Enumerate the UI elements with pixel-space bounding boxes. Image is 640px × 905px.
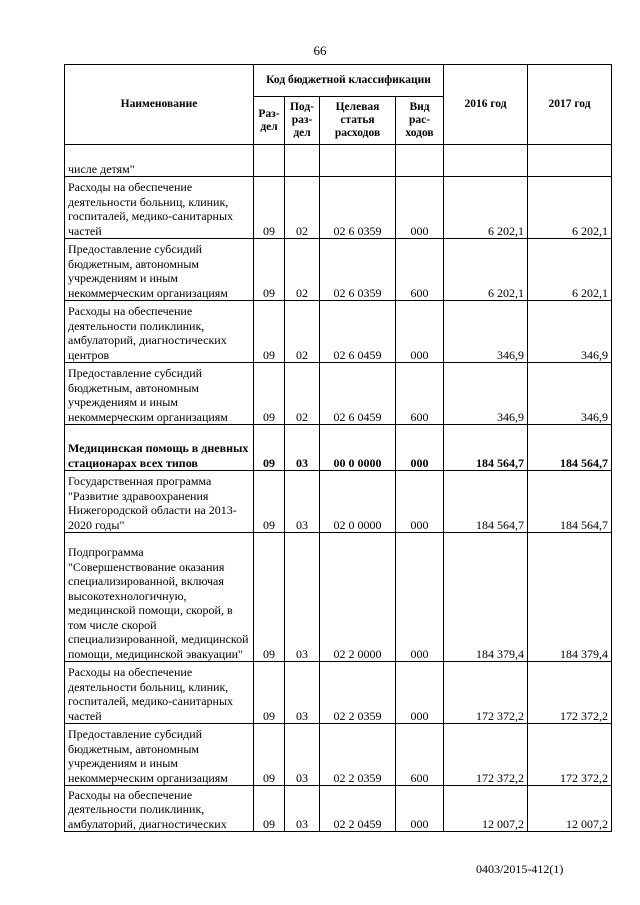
row-amount-2017: 184 564,7 bbox=[528, 471, 612, 533]
row-vid bbox=[396, 145, 444, 177]
row-razdel: 09 bbox=[254, 533, 285, 662]
row-target: 00 0 0000 bbox=[320, 425, 396, 471]
row-target: 02 6 0459 bbox=[320, 363, 396, 425]
header-podrazdel: Под- раз- дел bbox=[285, 97, 320, 145]
header-name: Наименование bbox=[65, 65, 254, 145]
header-target: Целевая статья расходов bbox=[320, 97, 396, 145]
row-name: Расходы на обеспечение деятельности поликлиник, амбулаторий, диагностических центров bbox=[65, 301, 254, 363]
row-podrazdel: 03 bbox=[285, 425, 320, 471]
row-podrazdel: 02 bbox=[285, 363, 320, 425]
row-podrazdel: 03 bbox=[285, 786, 320, 832]
page-number: 66 bbox=[313, 43, 327, 58]
row-amount-2016: 172 372,2 bbox=[444, 662, 528, 724]
row-amount-2016: 346,9 bbox=[444, 363, 528, 425]
row-target: 02 2 0459 bbox=[320, 786, 396, 832]
table-row bbox=[65, 363, 612, 425]
row-vid: 000 bbox=[396, 425, 444, 471]
row-podrazdel: 03 bbox=[285, 724, 320, 786]
row-vid: 600 bbox=[396, 724, 444, 786]
row-name: Предоставление субсидий бюджетным, автономным учреждениям и иным некоммерческим организациям bbox=[65, 363, 254, 425]
row-amount-2017: 6 202,1 bbox=[528, 239, 612, 301]
header-2017: 2017 год bbox=[528, 65, 612, 145]
row-vid: 000 bbox=[396, 533, 444, 662]
row-razdel: 09 bbox=[254, 239, 285, 301]
row-amount-2017: 346,9 bbox=[528, 363, 612, 425]
row-name: Государственная программа "Развитие здравоохранения Нижегородской области на 2013-2020 годы" bbox=[65, 471, 254, 533]
row-razdel: 09 bbox=[254, 724, 285, 786]
row-vid: 000 bbox=[396, 662, 444, 724]
row-vid: 000 bbox=[396, 786, 444, 832]
row-name: Расходы на обеспечение деятельности больниц, клиник, госпиталей, медико-санитарных частей bbox=[65, 662, 254, 724]
row-amount-2017: 172 372,2 bbox=[528, 724, 612, 786]
row-name: Подпрограмма "Совершенствование оказания специализированной, включая высокотехнологичную, медицинской помощи, скорой, в том числе скорой специализированной, медицинской помощи, медицинской эвакуации" bbox=[65, 533, 254, 662]
row-podrazdel: 03 bbox=[285, 533, 320, 662]
table-row bbox=[65, 533, 612, 662]
row-razdel: 09 bbox=[254, 786, 285, 832]
row-podrazdel: 02 bbox=[285, 239, 320, 301]
row-name: Предоставление субсидий бюджетным, автономным учреждениям и иным некоммерческим организациям bbox=[65, 239, 254, 301]
table-row bbox=[65, 471, 612, 533]
table-row bbox=[65, 724, 612, 786]
row-amount-2016: 6 202,1 bbox=[444, 177, 528, 239]
row-podrazdel bbox=[285, 145, 320, 177]
row-target: 02 6 0359 bbox=[320, 177, 396, 239]
table-row bbox=[65, 425, 612, 471]
row-razdel: 09 bbox=[254, 471, 285, 533]
row-vid: 600 bbox=[396, 363, 444, 425]
row-amount-2016: 172 372,2 bbox=[444, 724, 528, 786]
row-amount-2016: 184 379,4 bbox=[444, 533, 528, 662]
budget-table bbox=[64, 64, 612, 832]
header-razdel: Раз- дел bbox=[254, 97, 285, 145]
table-row bbox=[65, 662, 612, 724]
row-amount-2017: 12 007,2 bbox=[528, 786, 612, 832]
header-code-group: Код бюджетной классификации bbox=[254, 65, 444, 97]
row-podrazdel: 03 bbox=[285, 662, 320, 724]
row-amount-2017: 172 372,2 bbox=[528, 662, 612, 724]
row-razdel: 09 bbox=[254, 301, 285, 363]
row-target bbox=[320, 145, 396, 177]
row-amount-2016: 184 564,7 bbox=[444, 425, 528, 471]
row-name: числе детям" bbox=[65, 145, 254, 177]
row-target: 02 2 0359 bbox=[320, 662, 396, 724]
row-amount-2017 bbox=[528, 145, 612, 177]
row-amount-2016 bbox=[444, 145, 528, 177]
row-vid: 000 bbox=[396, 301, 444, 363]
row-podrazdel: 02 bbox=[285, 301, 320, 363]
table-row bbox=[65, 239, 612, 301]
header-vid: Вид рас- ходов bbox=[396, 97, 444, 145]
row-amount-2017: 184 379,4 bbox=[528, 533, 612, 662]
row-target: 02 2 0359 bbox=[320, 724, 396, 786]
row-razdel: 09 bbox=[254, 662, 285, 724]
row-vid: 000 bbox=[396, 471, 444, 533]
document-code: 0403/2015-412(1) bbox=[476, 862, 564, 876]
row-podrazdel: 03 bbox=[285, 471, 320, 533]
row-vid: 000 bbox=[396, 177, 444, 239]
table-row bbox=[65, 301, 612, 363]
row-target: 02 2 0000 bbox=[320, 533, 396, 662]
row-target: 02 6 0459 bbox=[320, 301, 396, 363]
row-amount-2017: 6 202,1 bbox=[528, 177, 612, 239]
row-razdel: 09 bbox=[254, 425, 285, 471]
row-name: Расходы на обеспечение деятельности больниц, клиник, госпиталей, медико-санитарных частей bbox=[65, 177, 254, 239]
table-row bbox=[65, 145, 612, 177]
row-vid: 600 bbox=[396, 239, 444, 301]
row-amount-2016: 346,9 bbox=[444, 301, 528, 363]
row-amount-2016: 12 007,2 bbox=[444, 786, 528, 832]
row-target: 02 0 0000 bbox=[320, 471, 396, 533]
row-podrazdel: 02 bbox=[285, 177, 320, 239]
row-name: Медицинская помощь в дневных стационарах всех типов bbox=[65, 425, 254, 471]
row-target: 02 6 0359 bbox=[320, 239, 396, 301]
row-razdel bbox=[254, 145, 285, 177]
row-amount-2017: 346,9 bbox=[528, 301, 612, 363]
row-razdel: 09 bbox=[254, 177, 285, 239]
row-name: Предоставление субсидий бюджетным, автономным учреждениям и иным некоммерческим организациям bbox=[65, 724, 254, 786]
row-amount-2016: 6 202,1 bbox=[444, 239, 528, 301]
row-name: Расходы на обеспечение деятельности поликлиник, амбулаторий, диагностических bbox=[65, 786, 254, 832]
table-row bbox=[65, 177, 612, 239]
header-2016: 2016 год bbox=[444, 65, 528, 145]
row-amount-2016: 184 564,7 bbox=[444, 471, 528, 533]
row-amount-2017: 184 564,7 bbox=[528, 425, 612, 471]
row-razdel: 09 bbox=[254, 363, 285, 425]
table-row bbox=[65, 786, 612, 832]
